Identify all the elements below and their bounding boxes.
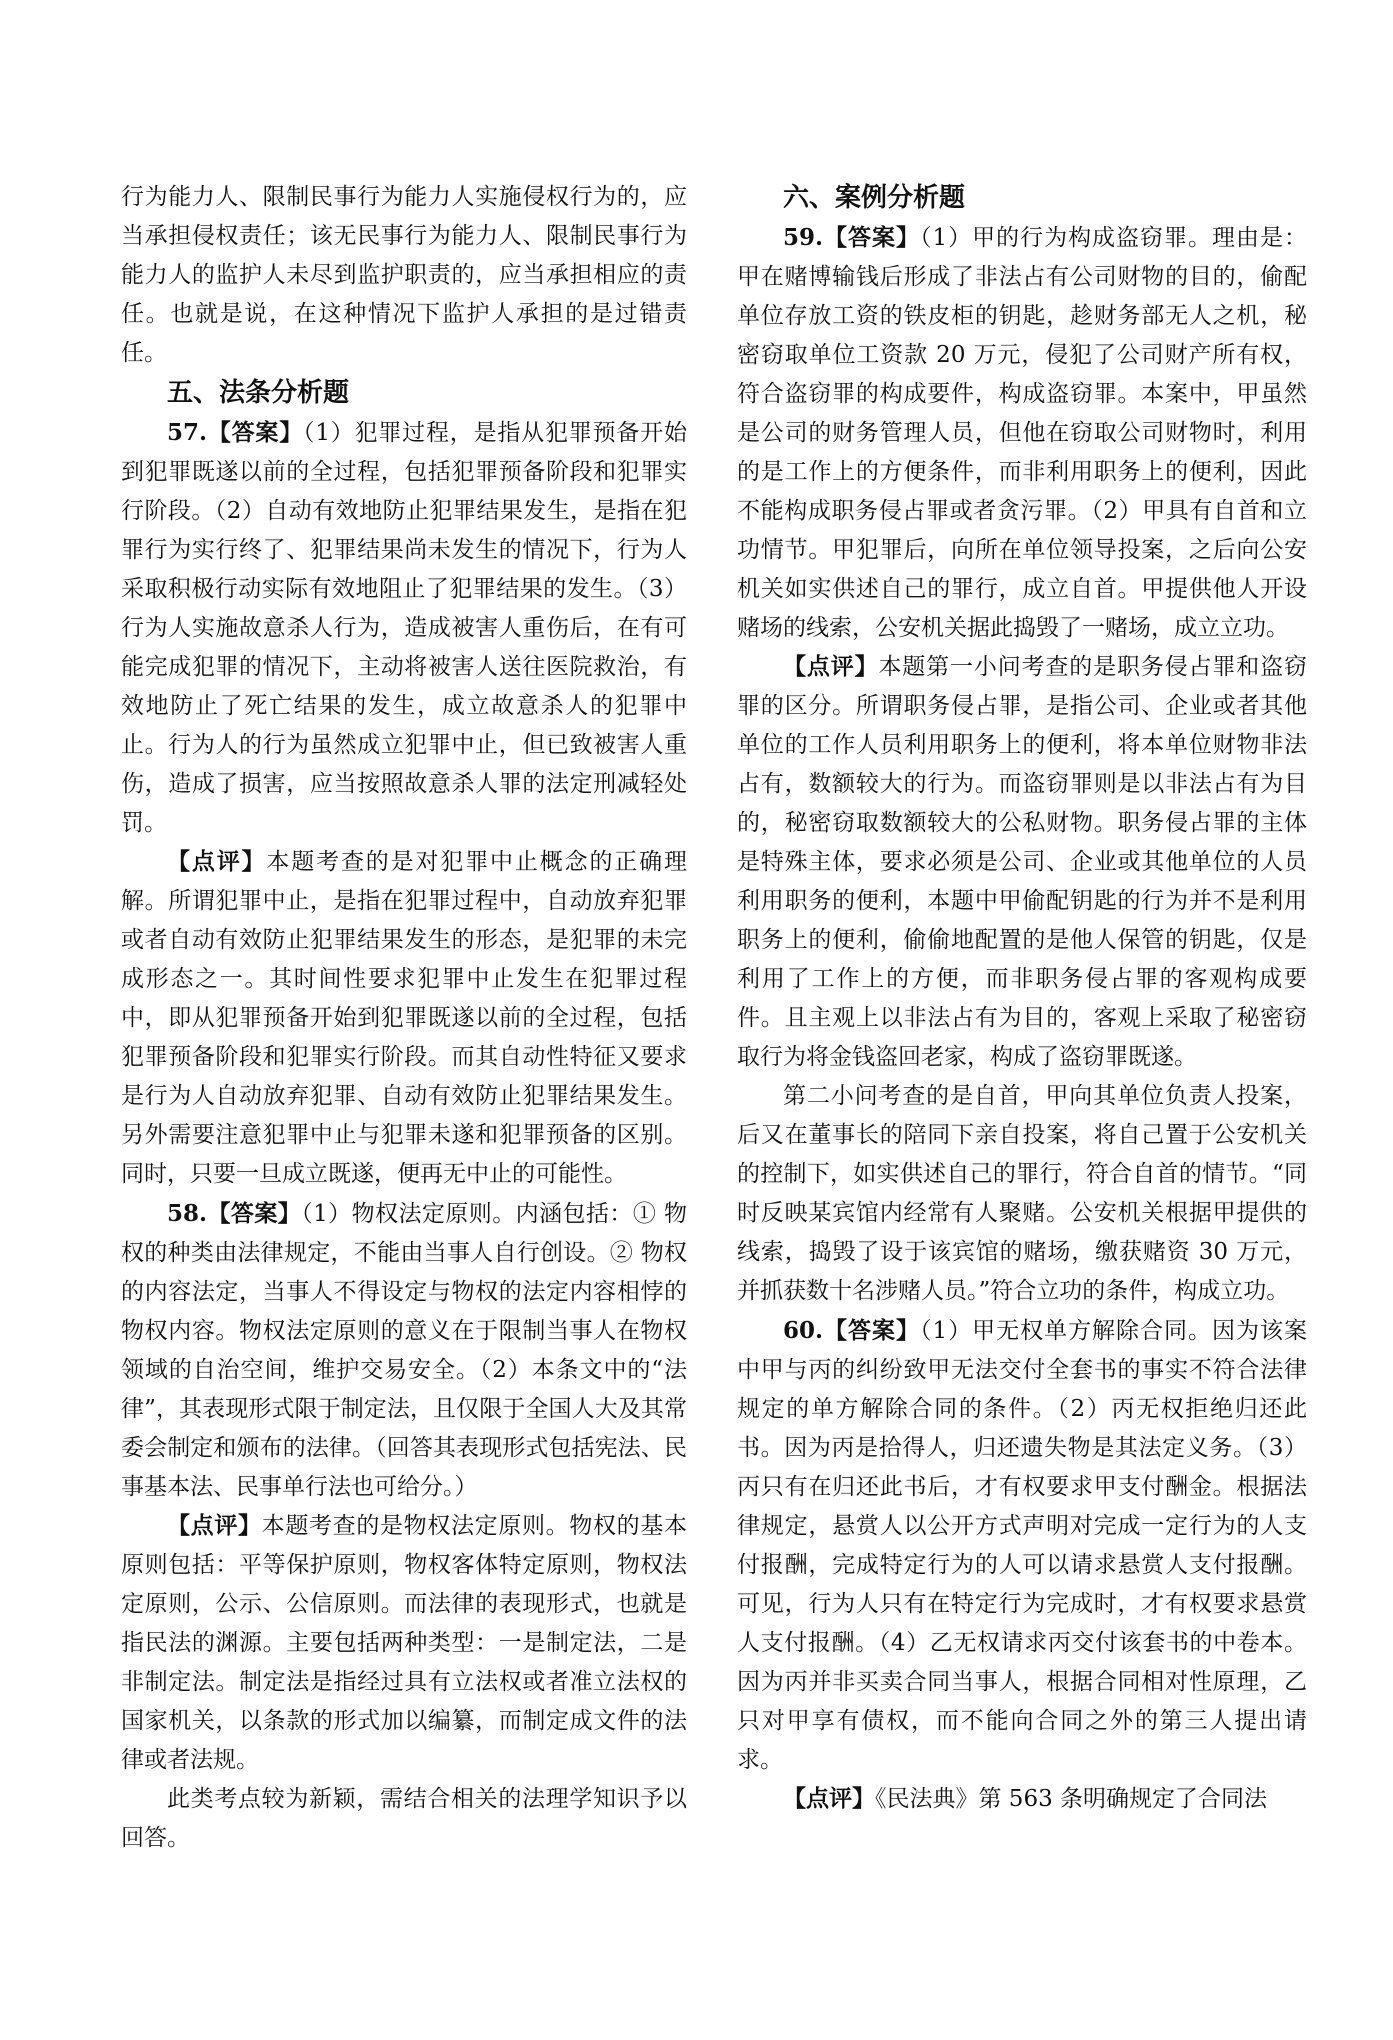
comment-text: 本题第一小问考查的是职务侵占罪和盗窃罪的区分。所谓职务侵占罪，是指公司、企业或者其他单位的工作人员利用职务上的便利，将本单位财物非法占有，数额较大的行为。而盗窃罪则是以非法占有为目的，秘密窃取数额较大的公私财物。职务侵占罪的主体是特殊主体，要求必须是公司、企业或其他单位的人员利用职务的便利，本题中甲偷配钥匙的行为并不是利用职务上的便利，偷偷地配置的是他人保管的钥匙，仅是利用了工作上的方便，而非职务侵占罪的客观构成要件。且主观上以非法占有为目的，客观上采取了秘密窃取行为将金钱盗回老家，构成了盗窃罪既遂。: [737, 654, 1308, 1070]
section-heading-case-analysis: 六、案例分析题: [783, 183, 966, 213]
answer-58: [121, 1194, 687, 1507]
paragraph-liability-continued: 行为能力人、限制民事行为能力人实施侵权行为的，应当承担侵权责任；该无民事行为能力人、限制民事行为能力人的监护人未尽到监护职责的，应当承担相应的责任。也就是说，在这种情况下监护人承担的是过错责任。: [121, 184, 687, 366]
comment-tag: 【点评】: [783, 654, 879, 680]
comment-57: [121, 843, 687, 1194]
answer-text: （1）物权法定原则。内涵包括：① 物权的种类由法律规定，不能由当事人自行创设。② 物权的内容法定，当事人不得设定与物权的法定内容相悖的物权内容。物权法定原则的意义在于限制当事人在物权领域的自治空间，维护交易安全。（2）本条文中的“法律”，其表现形式限于制定法，且仅限于全国人大及其常委会制定和颁布的法律。（回答其表现形式包括宪法、民事基本法、民事单行法也可给分。）: [121, 1201, 687, 1500]
comment-text: 本题考查的是对犯罪中止概念的正确理解。所谓犯罪中止，是指在犯罪过程中，自动放弃犯罪或者自动有效防止犯罪结果发生的形态，是犯罪的未完成形态之一。其时间性要求犯罪中止发生在犯罪过程中，即从犯罪预备开始到犯罪既遂以前的全过程，包括犯罪预备阶段和犯罪实行阶段。而其自动性特征又要求是行为人自动放弃犯罪、自动有效防止犯罪结果发生。另外需要注意犯罪中止与犯罪未遂和犯罪预备的区别。同时，只要一旦成立既遂，便再无中止的可能性。: [121, 849, 688, 1187]
comment-60: [737, 1780, 1307, 1819]
answer-tag: 【答案】: [823, 225, 920, 251]
comment-59: [737, 648, 1307, 1077]
comment-tag: 【点评】: [167, 1513, 262, 1539]
answer-tag: 【答案】: [207, 420, 304, 446]
answer-59: [737, 218, 1307, 648]
question-number: 57.: [167, 419, 208, 446]
comment-text: 《民法典》第 563 条明确规定了合同法: [875, 1786, 1268, 1812]
answer-text: （1）犯罪过程，是指从犯罪预备开始到犯罪既遂以前的全过程，包括犯罪预备阶段和犯罪实行阶段。（2）自动有效地防止犯罪结果发生，是指在犯罪行为实行终了、犯罪结果尚未发生的情况下，行为人采取积极行动实际有效地阻止了犯罪结果的发生。（3）行为人实施故意杀人行为，造成被害人重伤后，在有可能完成犯罪的情况下，主动将被害人送往医院救治，有效地防止了死亡结果的发生，成立故意杀人的犯罪中止。行为人的行为虽然成立犯罪中止，但已致被害人重伤，造成了损害，应当按照故意杀人罪的法定刑减轻处罚。: [121, 420, 687, 836]
answer-57: [121, 413, 687, 843]
answer-text: （1）甲无权单方解除合同。因为该案中甲与丙的纠纷致甲无法交付全套书的事实不符合法律规定的单方解除合同的条件。（2）丙无权拒绝归还此书。因为丙是拾得人，归还遗失物是其法定义务。（3）丙只有在归还此书后，才有权要求甲支付酬金。根据法律规定，悬赏人以公开方式声明对完成一定行为的人支付报酬，完成特定行为的人可以请求悬赏人支付报酬。可见，行为人只有在特定行为完成时，才有权要求悬赏人支付报酬。（4）乙无权请求丙交付该套书的中卷本。因为丙并非买卖合同当事人，根据合同相对性原理，乙只对甲享有债权，而不能向合同之外的第三人提出请求。: [737, 1318, 1307, 1773]
right-column: [737, 178, 1307, 1819]
section-heading-statute-analysis: 五、法条分析题: [167, 378, 350, 408]
paragraph-closing-note: 此类考点较为新颖，需结合相关的法理学知识予以回答。: [121, 1786, 687, 1851]
answer-60: [737, 1311, 1307, 1780]
comment-text: 本题考查的是物权法定原则。物权的基本原则包括：平等保护原则，物权客体特定原则，物权法定原则，公示、公信原则。而法律的表现形式，也就是指民法的渊源。主要包括两种类型：一是制定法，二是非制定法。制定法是指经过具有立法权或者准立法权的国家机关，以条款的形式加以编纂，而制定成文件的法律或者法规。: [121, 1513, 688, 1773]
comment-tag: 【点评】: [783, 1786, 875, 1812]
paragraph-second-question: 第二小问考查的是自首，甲向其单位负责人投案，后又在董事长的陪同下亲自投案，将自己置于公安机关的控制下，如实供述自己的罪行，符合自首的情节。“同时反映某宾馆内经常有人聚赌。公安机关根据甲提供的线索，捣毁了设于该宾馆的赌场，缴获赌资 30 万元，并抓获数十名涉赌人员。”符合立功的条件，构成立功。: [737, 1083, 1307, 1304]
question-number: 59.: [783, 224, 824, 251]
question-number: 58.: [167, 1200, 208, 1227]
question-number: 60.: [783, 1317, 824, 1344]
comment-58: [121, 1507, 687, 1780]
answer-tag: 【答案】: [207, 1201, 302, 1227]
comment-tag: 【点评】: [167, 849, 267, 875]
answer-text: （1）甲的行为构成盗窃罪。理由是：甲在赌博输钱后形成了非法占有公司财物的目的，偷配单位存放工资的铁皮柜的钥匙，趁财务部无人之机，秘密窃取单位工资款 20 万元，侵犯了公司财产所有权，符合盗窃罪的构成要件，构成盗窃罪。本案中，甲虽然是公司的财务管理人员，但他在窃取公司财物时，利用的是工作上的方便条件，而非利用职务上的便利，因此不能构成职务侵占罪或者贪污罪。（2）甲具有自首和立功情节。甲犯罪后，向所在单位领导投案，之后向公安机关如实供述自己的罪行，成立自首。甲提供他人开设赌场的线索，公安机关据此捣毁了一赌场，成立立功。: [737, 225, 1307, 641]
answer-tag: 【答案】: [823, 1318, 920, 1344]
left-column: [121, 178, 687, 1858]
